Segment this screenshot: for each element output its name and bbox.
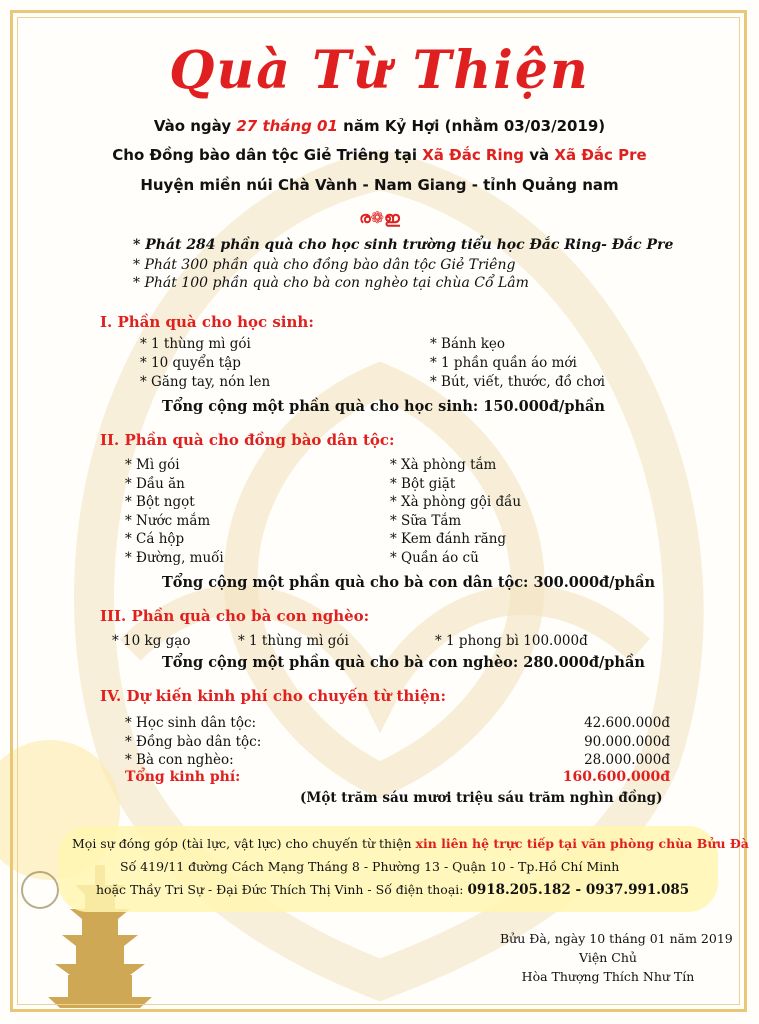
ornament-divider: ര❁ഇ: [359, 208, 400, 227]
signature-date: Bửu Đà, ngày 10 tháng 01 năm 2019: [500, 931, 733, 946]
section-2-item: * Bột ngọt: [125, 494, 195, 510]
intro-line-1: Vào ngày 27 tháng 01 năm Kỷ Hợi (nhằm 03/03/2019): [153, 117, 606, 135]
section-2-heading: II. Phần quà cho đồng bào dân tộc:: [100, 431, 395, 449]
section-2-item: * Dầu ăn: [125, 476, 185, 492]
budget-row-value: 42.600.000đ: [584, 715, 670, 731]
section-3-total: Tổng cộng một phần quà cho bà con nghèo: 280.000đ/phần: [162, 654, 645, 671]
budget-row-value: 90.000.000đ: [584, 734, 670, 750]
budget-in-words: (Một trăm sáu mươi triệu sáu trăm nghìn đồng): [300, 790, 663, 806]
section-2-item: * Bột giặt: [390, 476, 456, 492]
section-1-item: * 1 phần quần áo mới: [430, 355, 577, 371]
summary-item: * Phát 284 phần quà cho học sinh trường tiểu học Đắc Ring- Đắc Pre: [133, 237, 674, 253]
budget-row-label: * Bà con nghèo:: [125, 752, 234, 768]
budget-row-value: 28.000.000đ: [584, 752, 670, 768]
section-2-item: * Mì gói: [125, 457, 180, 473]
section-3-heading: III. Phần quà cho bà con nghèo:: [100, 607, 370, 625]
budget-row-label: * Học sinh dân tộc:: [125, 715, 257, 731]
section-2-item: * Xà phòng tắm: [390, 457, 497, 473]
section-2-item: * Quần áo cũ: [390, 550, 479, 566]
summary-item: * Phát 300 phần quà cho đồng bào dân tộc Giẻ Triêng: [133, 257, 516, 273]
section-3-item: * 1 phong bì 100.000đ: [435, 633, 588, 649]
signature-name: Hòa Thượng Thích Như Tín: [521, 969, 695, 984]
budget-total-label: Tổng kinh phí:: [125, 769, 241, 785]
section-1-item: * Bút, viết, thước, đồ chơi: [430, 374, 605, 390]
section-1-item: * 10 quyển tập: [140, 355, 241, 371]
section-2-item: * Xà phòng gội đầu: [390, 494, 522, 510]
section-2-item: * Kem đánh răng: [390, 531, 507, 547]
contact-line-1: Mọi sự đóng góp (tài lực, vật lực) cho chuyến từ thiện xin liên hệ trực tiếp tại văn phòng chùa Bửu Đà: [72, 836, 749, 851]
section-1-item: * Bánh kẹo: [430, 336, 505, 352]
budget-row-label: * Đồng bào dân tộc:: [125, 734, 262, 750]
section-1-total: Tổng cộng một phần quà cho học sinh: 150.000đ/phần: [162, 398, 605, 415]
section-1-heading: I. Phần quà cho học sinh:: [100, 313, 314, 331]
section-1-item: * Găng tay, nón len: [140, 374, 271, 390]
section-3-item: * 10 kg gạo: [112, 633, 191, 649]
budget-total-value: 160.600.000đ: [562, 769, 670, 785]
section-2-item: * Nước mắm: [125, 513, 211, 529]
signature-role: Viện Chủ: [579, 950, 637, 965]
contact-line-3: hoặc Thầy Tri Sự - Đại Đức Thích Thị Vinh - Số điện thoại: 0918.205.182 - 0937.991.085: [96, 882, 690, 898]
section-3-item: * 1 thùng mì gói: [238, 633, 349, 649]
section-2-item: * Sữa Tắm: [390, 513, 462, 529]
summary-item: * Phát 100 phần quà cho bà con nghèo tại chùa Cổ Lâm: [133, 275, 529, 291]
intro-line-2: Cho Đồng bào dân tộc Giẻ Triêng tại Xã Đắc Ring và Xã Đắc Pre: [112, 146, 647, 164]
contact-address: Số 419/11 đường Cách Mạng Tháng 8 - Phường 13 - Quận 10 - Tp.Hồ Chí Minh: [120, 859, 620, 874]
intro-line-3: Huyện miền núi Chà Vành - Nam Giang - tỉnh Quảng nam: [140, 176, 619, 194]
section-2-total: Tổng cộng một phần quà cho bà con dân tộc: 300.000đ/phần: [162, 574, 656, 591]
section-4-heading: IV. Dự kiến kinh phí cho chuyến từ thiện:: [100, 687, 446, 705]
page-title: Quà Từ Thiện: [169, 40, 590, 101]
section-2-item: * Cá hộp: [125, 531, 185, 547]
section-2-item: * Đường, muối: [125, 550, 224, 566]
section-1-item: * 1 thùng mì gói: [140, 336, 251, 352]
